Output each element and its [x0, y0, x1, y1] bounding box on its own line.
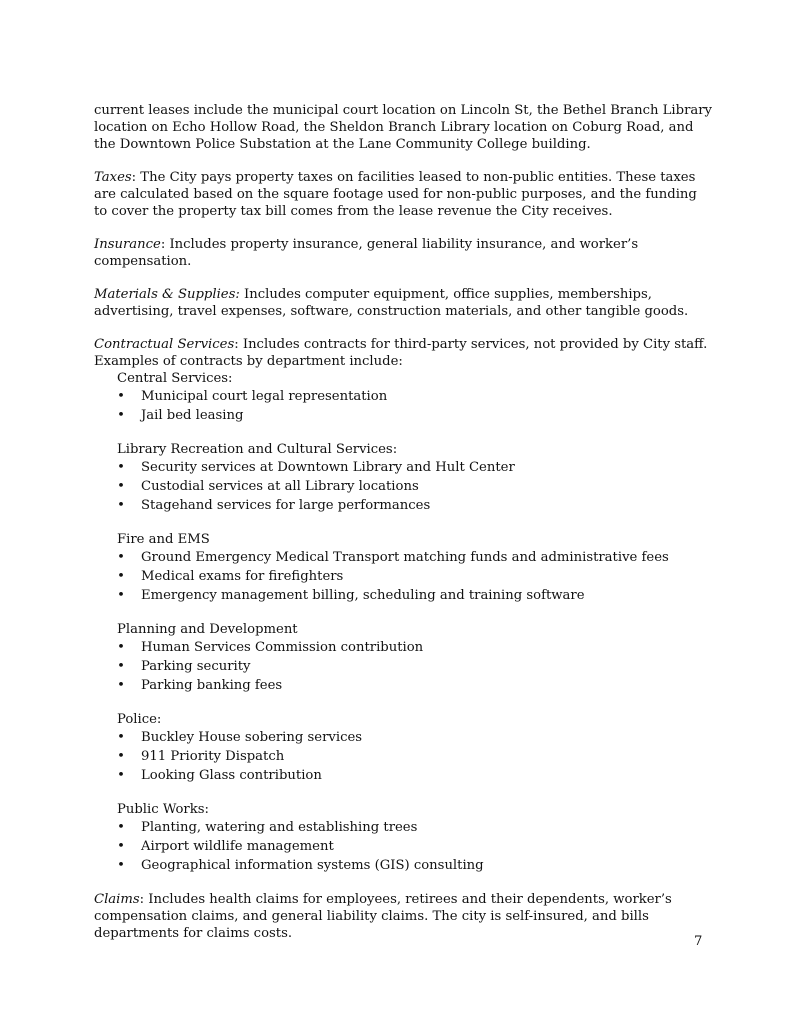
department-title: Planning and Development [117, 622, 298, 637]
department-group [94, 531, 712, 605]
list-item-text: Parking security [141, 659, 251, 674]
claims-paragraph [94, 891, 712, 942]
list-item [94, 458, 712, 477]
claims-text: : Includes health claims for employees, retirees and their dependents, worker’s compensation claims, and general liability claims. The city is self-insured, and bills departments for claims costs. [94, 892, 672, 941]
materials-paragraph [94, 286, 712, 320]
list-item-text: Airport wildlife management [141, 839, 334, 854]
bullet-icon: • [117, 659, 125, 674]
list-item [94, 496, 712, 515]
taxes-term: Taxes [94, 170, 132, 185]
list-item [94, 406, 712, 425]
list-item [94, 837, 712, 856]
bullet-icon: • [117, 678, 125, 693]
contractual-term: Contractual Services [94, 337, 235, 352]
bullet-icon: • [117, 389, 125, 404]
department-title: Library Recreation and Cultural Services: [117, 442, 398, 457]
insurance-paragraph [94, 236, 712, 270]
bullet-icon: • [117, 408, 125, 423]
department-title: Fire and EMS [117, 532, 210, 547]
list-item-text: Ground Emergency Medical Transport matching funds and administrative fees [141, 550, 669, 565]
bullet-list [94, 387, 712, 425]
taxes-text: : The City pays property taxes on facilities leased to non-public entities. These taxes are calculated based on the square footage used for non-public purposes, and the funding to cover the property tax bill comes from the lease revenue the City receives. [94, 170, 697, 219]
list-item-text: Emergency management billing, scheduling and training software [141, 588, 585, 603]
list-item [94, 747, 712, 766]
bullet-icon: • [117, 749, 125, 764]
list-item-text: Stagehand services for large performances [141, 498, 431, 513]
materials-text: Includes computer equipment, office supplies, memberships, advertising, travel expenses, software, construction materials, and other tangible goods. [94, 287, 689, 319]
page-number: 7 [694, 934, 703, 949]
list-item [94, 586, 712, 605]
department-group [94, 801, 712, 875]
contractual-paragraph [94, 336, 712, 370]
list-item [94, 657, 712, 676]
bullet-icon: • [117, 569, 125, 584]
insurance-text: : Includes property insurance, general liability insurance, and worker’s compensation. [94, 237, 639, 269]
claims-term: Claims [94, 892, 140, 907]
list-item [94, 818, 712, 837]
bullet-list [94, 638, 712, 695]
list-item [94, 638, 712, 657]
list-item [94, 766, 712, 785]
bullet-list [94, 458, 712, 515]
list-item-text: Human Services Commission contribution [141, 640, 424, 655]
list-item-text: Parking banking fees [141, 678, 283, 693]
bullet-icon: • [117, 839, 125, 854]
bullet-icon: • [117, 498, 125, 513]
department-group [94, 370, 712, 425]
bullet-icon: • [117, 820, 125, 835]
taxes-paragraph [94, 169, 712, 220]
bullet-icon: • [117, 640, 125, 655]
contractual-section [94, 336, 712, 875]
list-item [94, 728, 712, 747]
list-item-text: Security services at Downtown Library and Hult Center [141, 460, 515, 475]
list-item [94, 387, 712, 406]
department-title: Public Works: [117, 802, 209, 817]
bullet-icon: • [117, 479, 125, 494]
list-item [94, 856, 712, 875]
contractual-intro: Examples of contracts by department include: [94, 354, 403, 369]
document-page [94, 102, 712, 958]
department-group [94, 711, 712, 785]
list-item-text: Looking Glass contribution [141, 768, 322, 783]
list-item-text: Buckley House sobering services [141, 730, 363, 745]
list-item-text: Jail bed leasing [141, 408, 244, 423]
bullet-list [94, 548, 712, 605]
list-item [94, 477, 712, 496]
bullet-icon: • [117, 460, 125, 475]
materials-term: Materials & Supplies: [94, 287, 240, 302]
department-title: Central Services: [117, 371, 233, 386]
list-item [94, 548, 712, 567]
bullet-icon: • [117, 858, 125, 873]
department-group [94, 621, 712, 695]
list-item-text: Geographical information systems (GIS) consulting [141, 858, 484, 873]
list-item-text: Custodial services at all Library locations [141, 479, 419, 494]
department-title: Police: [117, 712, 162, 727]
list-item-text: Medical exams for firefighters [141, 569, 344, 584]
bullet-list [94, 728, 712, 785]
list-item [94, 567, 712, 586]
bullet-icon: • [117, 768, 125, 783]
list-item [94, 676, 712, 695]
department-groups [94, 370, 712, 875]
leases-paragraph: current leases include the municipal court location on Lincoln St, the Bethel Branch Library location on Echo Hollow Road, the Sheldon Branch Library location on Coburg Road, and the Downtown Police Substation at the Lane Community College building. [94, 103, 713, 152]
bullet-list [94, 818, 712, 875]
department-group [94, 441, 712, 515]
bullet-icon: • [117, 730, 125, 745]
bullet-icon: • [117, 550, 125, 565]
list-item-text: Planting, watering and establishing trees [141, 820, 418, 835]
contractual-text: : Includes contracts for third-party services, not provided by City staff. [234, 337, 708, 352]
bullet-icon: • [117, 588, 125, 603]
list-item-text: 911 Priority Dispatch [141, 749, 285, 764]
insurance-term: Insurance [94, 237, 161, 252]
list-item-text: Municipal court legal representation [141, 389, 388, 404]
